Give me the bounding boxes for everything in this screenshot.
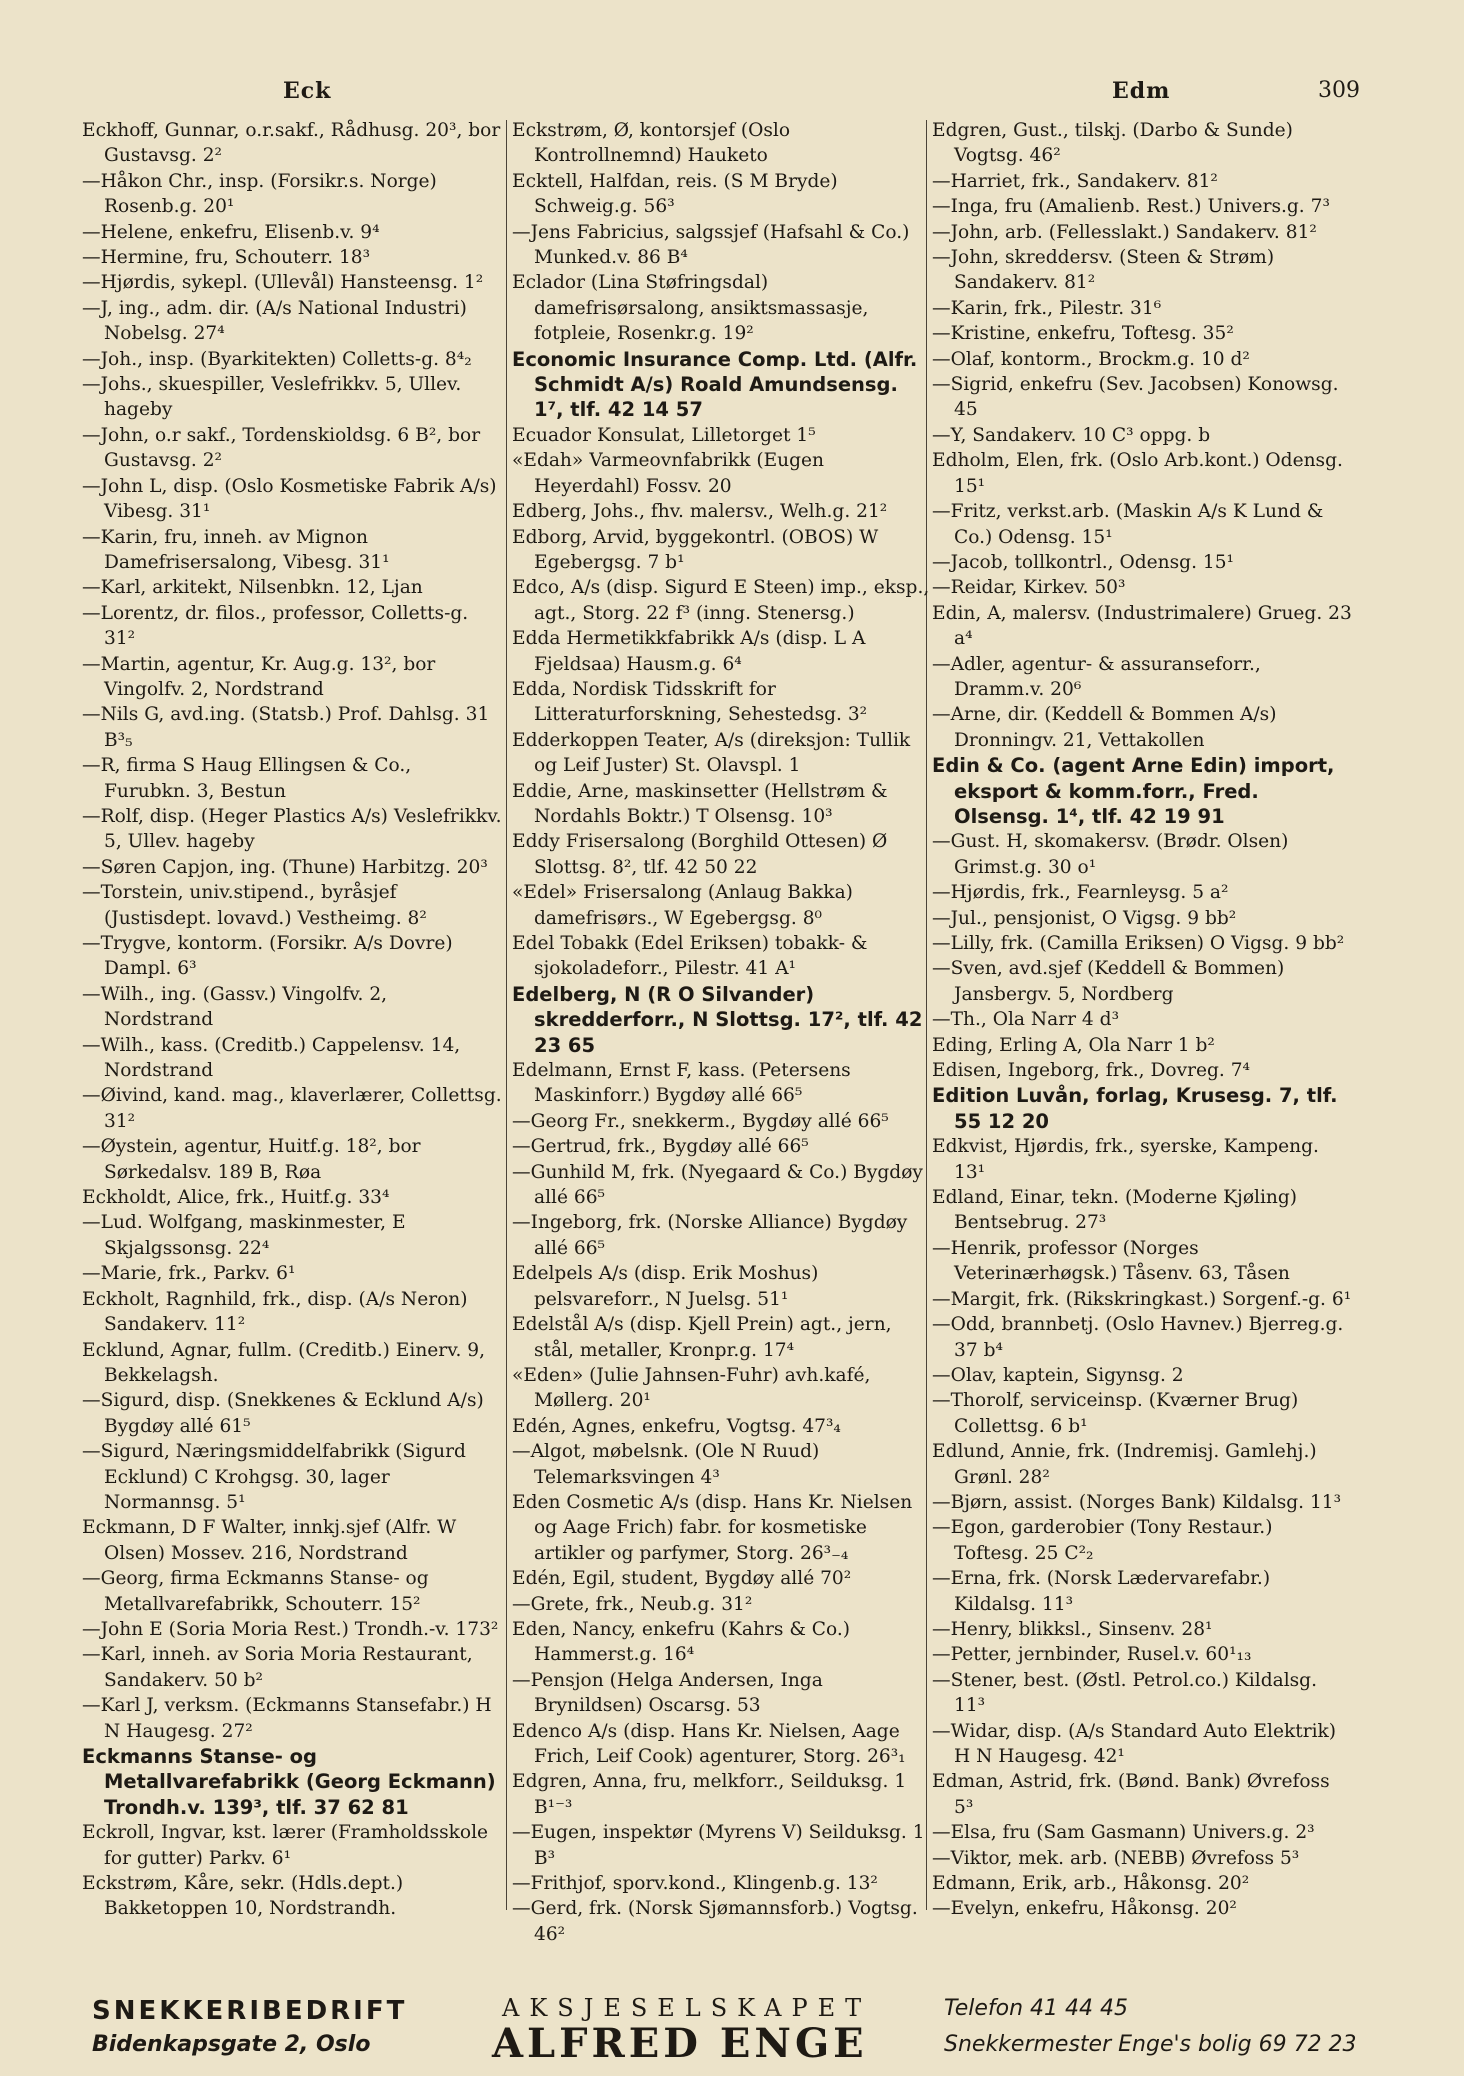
directory-entry: Edin, A, malersv. (Industrimalere) Grueg. 23 a⁴ xyxy=(932,602,1352,650)
directory-entry: —Søren Capjon, ing. (Thune) Harbitzg. 20³ xyxy=(82,856,488,878)
directory-entry: —Eugen, inspektør (Myrens V) Seilduksg. 1 B³ xyxy=(512,1822,925,1869)
directory-entry: —Evelyn, enkefru, Håkonsg. 20² xyxy=(932,1898,1237,1920)
directory-entry: Eden Cosmetic A/s (disp. Hans Kr. Nielsen og Aage Frich) fabr. for kosmetiske artikler og parfymer, Storg. 26³₋₄ xyxy=(512,1491,913,1564)
directory-entry: —Sven, avd.sjef (Keddell & Bommen) Jansbergv. 5, Nordberg xyxy=(932,958,1285,1005)
directory-entry: —Fritz, verkst.arb. (Maskin A/s K Lund & Co.) Odensg. 15¹ xyxy=(932,501,1324,548)
header-left-guide-word: Eck xyxy=(283,78,332,104)
directory-entry: —Pensjon (Helga Andersen, Inga Brynildsen) Oscarsg. 53 xyxy=(512,1669,823,1717)
directory-entry: Edén, Agnes, enkefru, Vogtsg. 47³₄ xyxy=(512,1415,841,1437)
directory-entry: Edmann, Erik, arb., Håkonsg. 20² xyxy=(932,1873,1250,1895)
ad-center-company-type: AKSJESELSKAPET xyxy=(502,1994,872,2022)
directory-entry: —John, arb. (Fellesslakt.) Sandakerv. 81² xyxy=(932,221,1317,243)
directory-entry: —Ingeborg, frk. (Norske Alliance) Bygdøy allé 66⁵ xyxy=(512,1212,908,1259)
directory-entry: —Hermine, fru, Schouterr. 18³ xyxy=(82,247,371,269)
directory-entry: Ecklund, Agnar, fullm. (Creditb.) Einerv. 9, Bekkelagsh. xyxy=(82,1339,486,1386)
directory-entry: Eckmann, D F Walter, innkj.sjef (Alfr. W Olsen) Mossev. 216, Nordstrand xyxy=(82,1517,457,1564)
directory-entry: Edition Luvån, forlag, Krusesg. 7, tlf. 55 12 20 xyxy=(932,1084,1338,1133)
directory-entry: —Gunhild M, frk. (Nyegaard & Co.) Bygdøy allé 66⁵ xyxy=(512,1161,923,1209)
directory-entry: Edel Tobakk (Edel Eriksen) tobakk- & sjokoladeforr., Pilestr. 41 A¹ xyxy=(512,933,868,980)
directory-entry: —Øystein, agentur, Huitf.g. 18², bor Sørkedalsv. 189 B, Røa xyxy=(82,1136,421,1183)
directory-entry: Eclador (Lina Støfringsdal) damefrisørsalong, ansiktsmassasje, fotpleie, Rosenkr.g. 19² xyxy=(512,272,869,345)
directory-entry: —J, ing., adm. dir. (A/s National Industri) Nobelsg. 27⁴ xyxy=(82,297,467,345)
directory-entry: —Odd, brannbetj. (Oslo Havnev.) Bjerreg.g. 37 b⁴ xyxy=(932,1314,1344,1361)
directory-entry: Edenco A/s (disp. Hans Kr. Nielsen, Aage Frich, Leif Cook) agenturer, Storg. 26³₁ xyxy=(512,1720,906,1767)
directory-entry: —Karl, inneh. av Soria Moria Restaurant, Sandakerv. 50 b² xyxy=(82,1644,473,1691)
directory-entry: —Kristine, enkefru, Toftesg. 35² xyxy=(932,323,1234,345)
ad-left-title: SNEKKERIBEDRIFT xyxy=(92,1996,408,2026)
directory-entry: —Sigurd, disp. (Snekkenes & Ecklund A/s) Bygdøy allé 61⁵ xyxy=(82,1390,484,1437)
directory-entry: Edborg, Arvid, byggekontrl. (OBOS) W Egebergsg. 7 b¹ xyxy=(512,526,879,573)
directory-entry: Edgren, Gust., tilskj. (Darbo & Sunde) Vogtsg. 46² xyxy=(932,120,1293,167)
directory-entry: —Gertrud, frk., Bygdøy allé 66⁵ xyxy=(512,1136,809,1158)
directory-entry: —Karl, arkitekt, Nilsenbkn. 12, Ljan xyxy=(82,577,423,599)
directory-column-3 xyxy=(932,118,1352,1918)
directory-entry: Eden, Nancy, enkefru (Kahrs & Co.) Hammerst.g. 16⁴ xyxy=(512,1618,851,1666)
directory-entry: Edelmann, Ernst F, kass. (Petersens Maskinforr.) Bygdøy allé 66⁵ xyxy=(512,1060,851,1107)
directory-entry: «Edah» Varmeovnfabrikk (Eugen Heyerdahl) Fossv. 20 xyxy=(512,450,825,497)
directory-entry: —Sigrid, enkefru (Sev. Jacobsen) Konowsg. 45 xyxy=(932,374,1339,421)
directory-entry: —Stener, best. (Østl. Petrol.co.) Kildalsg. 11³ xyxy=(932,1669,1317,1717)
directory-entry: —Joh., insp. (Byarkitekten) Colletts-g. 8⁴₂ xyxy=(82,348,472,370)
directory-entry: Edman, Astrid, frk. (Bønd. Bank) Øvrefoss 5³ xyxy=(932,1771,1330,1818)
directory-entry: —Karin, fru, inneh. av Mignon Damefrisersalong, Vibesg. 31¹ xyxy=(82,526,390,573)
directory-entry: «Eden» (Julie Jahnsen-Fuhr) avh.kafé, Møllerg. 20¹ xyxy=(512,1364,871,1412)
directory-entry: —Bjørn, assist. (Norges Bank) Kildalsg. 11³ xyxy=(932,1491,1342,1513)
directory-entry: Edda, Nordisk Tidsskrift for Litteraturforskning, Sehestedsg. 3² xyxy=(512,678,868,726)
page-number: 309 xyxy=(1318,78,1360,103)
directory-entry: —Y, Sandakerv. 10 C³ oppg. b xyxy=(932,424,1211,446)
directory-entry: Eddy Frisersalong (Borghild Ottesen) Ø Slottsg. 8², tlf. 42 50 22 xyxy=(512,831,888,878)
directory-entry: —Frithjof, sporv.kond., Klingenb.g. 13² xyxy=(512,1873,878,1895)
ad-center-company-name: ALFRED ENGE xyxy=(492,2020,868,2067)
directory-entry: —Thorolf, serviceinsp. (Kværner Brug) Collettsg. 6 b¹ xyxy=(932,1390,1299,1437)
directory-entry: —John, o.r sakf., Tordenskioldsg. 6 B², bor Gustavsg. 2² xyxy=(82,424,481,472)
directory-entry: —Henrik, professor (Norges Veterinærhøgsk.) Tåsenv. 63, Tåsen xyxy=(932,1237,1290,1285)
directory-entry: Eckstrøm, Kåre, sekr. (Hdls.dept.) Bakketoppen 10, Nordstrandh. xyxy=(82,1873,404,1920)
directory-entry: Economic Insurance Comp. Ltd. (Alfr. Schmidt A/s) Roald Amundsensg. 1⁷, tlf. 42 14 57 xyxy=(512,347,918,422)
directory-entry: —Jens Fabricius, salgssjef (Hafsahl & Co.) Munked.v. 86 B⁴ xyxy=(512,221,910,269)
directory-entry: —Inga, fru (Amalienb. Rest.) Univers.g. 7³ xyxy=(932,196,1330,218)
directory-entry: Edlund, Annie, frk. (Indremisj. Gamlehj.) Grønl. 28² xyxy=(932,1441,1317,1488)
directory-entry: «Edel» Frisersalong (Anlaug Bakka) damefrisørs., W Egebergsg. 8⁰ xyxy=(512,882,853,929)
ad-right-home-phone: Snekkermester Enge's bolig 69 72 23 xyxy=(944,2032,1357,2057)
directory-entry: Eckholdt, Alice, frk., Huitf.g. 33⁴ xyxy=(82,1187,390,1209)
directory-entry: —Reidar, Kirkev. 50³ xyxy=(932,577,1126,599)
ad-left-address: Bidenkapsgate 2, Oslo xyxy=(92,2032,371,2057)
directory-entry: —Marie, frk., Parkv. 6¹ xyxy=(82,1263,296,1285)
directory-entry: Edda Hermetikkfabrikk A/s (disp. L A Fjeldsaa) Hausm.g. 6⁴ xyxy=(512,628,866,675)
directory-entry: —Hjørdis, frk., Fearnleysg. 5 a² xyxy=(932,882,1229,904)
directory-entry: —Arne, dir. (Keddell & Bommen A/s) Dronningv. 21, Vettakollen xyxy=(932,704,1277,751)
directory-entry: —Martin, agentur, Kr. Aug.g. 13², bor Vingolfv. 2, Nordstrand xyxy=(82,653,436,700)
directory-entry: Eckstrøm, Ø, kontorsjef (Oslo Kontrollnemnd) Hauketo xyxy=(512,120,791,167)
directory-entry: —Nils G, avd.ing. (Statsb.) Prof. Dahlsg. 31 B³₅ xyxy=(82,704,490,751)
directory-entry: —Petter, jernbinder, Rusel.v. 60¹₁₃ xyxy=(932,1644,1252,1666)
directory-entry: Edgren, Anna, fru, melkforr., Seilduksg. 1 B¹⁻³ xyxy=(512,1771,907,1818)
directory-entry: —John, skreddersv. (Steen & Strøm) Sandakerv. 81² xyxy=(932,247,1275,294)
directory-entry: —Gust. H, skomakersv. (Brødr. Olsen) Grimst.g. 30 o¹ xyxy=(932,831,1289,878)
directory-entry: —John L, disp. (Oslo Kosmetiske Fabrik A/s) Vibesg. 31¹ xyxy=(82,475,497,523)
directory-entry: —R, firma S Haug Ellingsen & Co., Furubkn. 3, Bestun xyxy=(82,755,412,802)
directory-entry: Edisen, Ingeborg, frk., Dovreg. 7⁴ xyxy=(932,1060,1250,1082)
directory-entry: —Rolf, disp. (Heger Plastics A/s) Veslefrikkv. 5, Ullev. hageby xyxy=(82,805,502,853)
directory-column-1 xyxy=(82,118,502,1918)
advertisement-footer xyxy=(82,1996,1362,2076)
directory-entry: Edén, Egil, student, Bygdøy allé 70² xyxy=(512,1568,852,1590)
directory-entry: —Georg, firma Eckmanns Stanse- og Metallvarefabrikk, Schouterr. 15² xyxy=(82,1568,429,1615)
directory-entry: —Hjørdis, sykepl. (Ullevål) Hansteensg. 1² xyxy=(82,272,484,294)
directory-entry: —Erna, frk. (Norsk Lædervarefabr.) Kildalsg. 11³ xyxy=(932,1568,1271,1615)
directory-entry: —Egon, garderobier (Tony Restaur.) Toftesg. 25 C²₂ xyxy=(932,1517,1273,1564)
directory-entry: —Harriet, frk., Sandakerv. 81² xyxy=(932,170,1218,192)
directory-entry: Edberg, Johs., fhv. malersv., Welh.g. 21² xyxy=(512,501,888,523)
directory-entry: —Øivind, kand. mag., klaverlærer, Collettsg. 31² xyxy=(82,1085,502,1132)
directory-column-2 xyxy=(512,118,930,1945)
directory-entry: —Trygve, kontorm. (Forsikr. A/s Dovre) Dampl. 6³ xyxy=(82,933,453,980)
directory-entry: —Karl J, verksm. (Eckmanns Stansefabr.) H N Haugesg. 27² xyxy=(82,1695,492,1742)
directory-entry: —Håkon Chr., insp. (Forsikr.s. Norge) Rosenb.g. 20¹ xyxy=(82,170,437,218)
directory-entry: Eckmanns Stanse- og Metallvarefabrikk (Georg Eckmann) Trondh.v. 139³, tlf. 37 62 81 xyxy=(82,1745,496,1819)
directory-entry: —Johs., skuespiller, Veslefrikkv. 5, Ullev. hageby xyxy=(82,374,462,421)
directory-entry: Edelpels A/s (disp. Erik Moshus) pelsvareforr., N Juelsg. 51¹ xyxy=(512,1263,819,1310)
directory-entry: —Lud. Wolfgang, maskinmester, E Skjalgssonsg. 22⁴ xyxy=(82,1212,406,1259)
directory-entry: —Algot, møbelsnk. (Ole N Ruud) Telemarksvingen 4³ xyxy=(512,1441,820,1488)
directory-entry: Edderkoppen Teater, A/s (direksjon: Tullik og Leif Juster) St. Olavspl. 1 xyxy=(512,729,911,777)
directory-entry: —Helene, enkefru, Elisenb.v. 9⁴ xyxy=(82,221,380,243)
directory-entry: Ecuador Konsulat, Lilletorget 1⁵ xyxy=(512,424,816,446)
directory-entry: —Widar, disp. (A/s Standard Auto Elektrik) H N Haugesg. 42¹ xyxy=(932,1720,1337,1767)
directory-entry: —Karin, frk., Pilestr. 31⁶ xyxy=(932,297,1162,319)
directory-entry: —Viktor, mek. arb. (NEBB) Øvrefoss 5³ xyxy=(932,1847,1300,1869)
directory-entry: Edkvist, Hjørdis, frk., syerske, Kampeng. 13¹ xyxy=(932,1136,1319,1183)
directory-entry: Ecktell, Halfdan, reis. (S M Bryde) Schweig.g. 56³ xyxy=(512,170,838,218)
directory-entry: —Wilh., kass. (Creditb.) Cappelensv. 14, Nordstrand xyxy=(82,1034,461,1082)
directory-entry: Edholm, Elen, frk. (Oslo Arb.kont.) Odensg. 15¹ xyxy=(932,450,1343,497)
directory-entry: Edelberg, N (R O Silvander) skredderforr., N Slottsg. 17², tlf. 42 23 65 xyxy=(512,982,923,1057)
directory-entry: —Gerd, frk. (Norsk Sjømannsforb.) Vogtsg. 46² xyxy=(512,1898,918,1945)
directory-entry: —Adler, agentur- & assuranseforr., Dramm.v. 20⁶ xyxy=(932,653,1261,700)
directory-entry: —Olaf, kontorm., Brockm.g. 10 d² xyxy=(932,348,1250,370)
directory-entry: —Jacob, tollkontrl., Odensg. 15¹ xyxy=(932,551,1235,573)
directory-entry: —Henry, blikksl., Sinsenv. 28¹ xyxy=(932,1618,1213,1640)
directory-entry: —Lorentz, dr. filos., professor, Colletts-g. 31² xyxy=(82,602,469,650)
directory-entry: Edelstål A/s (disp. Kjell Prein) agt., jern, stål, metaller, Kronpr.g. 17⁴ xyxy=(512,1314,892,1361)
directory-entry: —Elsa, fru (Sam Gasmann) Univers.g. 2³ xyxy=(932,1822,1315,1844)
directory-entry: Eckroll, Ingvar, kst. lærer (Framholdsskole for gutter) Parkv. 6¹ xyxy=(82,1822,489,1869)
directory-entry: Edin & Co. (agent Arne Edin) import, eksport & komm.forr., Fred. Olsensg. 1⁴, tlf. 42 19 91 xyxy=(932,754,1335,828)
directory-entry: —Wilh., ing. (Gassv.) Vingolfv. 2, Nordstrand xyxy=(82,983,388,1031)
directory-entry: —Grete, frk., Neub.g. 31² xyxy=(512,1593,753,1615)
directory-entry: —Lilly, frk. (Camilla Eriksen) O Vigsg. 9 bb² xyxy=(932,933,1345,954)
directory-entry: —Sigurd, Næringsmiddelfabrikk (Sigurd Ecklund) C Krohgsg. 30, lager Normannsg. 5¹ xyxy=(82,1441,466,1513)
directory-entry: —Torstein, univ.stipend., byråsjef (Justisdept. lovavd.) Vestheimg. 8² xyxy=(82,882,427,929)
directory-entry: Eddie, Arne, maskinsetter (Hellstrøm & Nordahls Boktr.) T Olsensg. 10³ xyxy=(512,780,888,827)
directory-entry: Edco, A/s (disp. Sigurd E Steen) imp., eksp., agt., Storg. 22 f³ (inng. Stenersg.) xyxy=(512,577,930,624)
directory-entry: Eckholt, Ragnhild, frk., disp. (A/s Neron) Sandakerv. 11² xyxy=(82,1288,468,1336)
directory-entry: Edland, Einar, tekn. (Moderne Kjøling) Bentsebrug. 27³ xyxy=(932,1187,1298,1234)
directory-entry: —Olav, kaptein, Sigynsg. 2 xyxy=(932,1364,1184,1386)
ad-right-phone: Telefon 41 44 45 xyxy=(944,1996,1129,2021)
column-divider xyxy=(506,120,507,1910)
directory-entry: —Margit, frk. (Rikskringkast.) Sorgenf.-g. 6¹ xyxy=(932,1288,1352,1310)
directory-entry: —Jul., pensjonist, O Vigsg. 9 bb² xyxy=(932,907,1237,929)
header-right-guide-word: Edm xyxy=(1112,78,1171,104)
directory-entry: —Georg Fr., snekkerm., Bygdøy allé 66⁵ xyxy=(512,1110,889,1132)
directory-entry: —Th., Ola Narr 4 d³ xyxy=(932,1009,1120,1031)
directory-entry: —John E (Soria Moria Rest.) Trondh.-v. 173² xyxy=(82,1618,499,1640)
directory-entry: Eckhoff, Gunnar, o.r.sakf., Rådhusg. 20³, bor Gustavsg. 2² xyxy=(82,120,501,167)
directory-entry: Eding, Erling A, Ola Narr 1 b² xyxy=(932,1034,1215,1056)
